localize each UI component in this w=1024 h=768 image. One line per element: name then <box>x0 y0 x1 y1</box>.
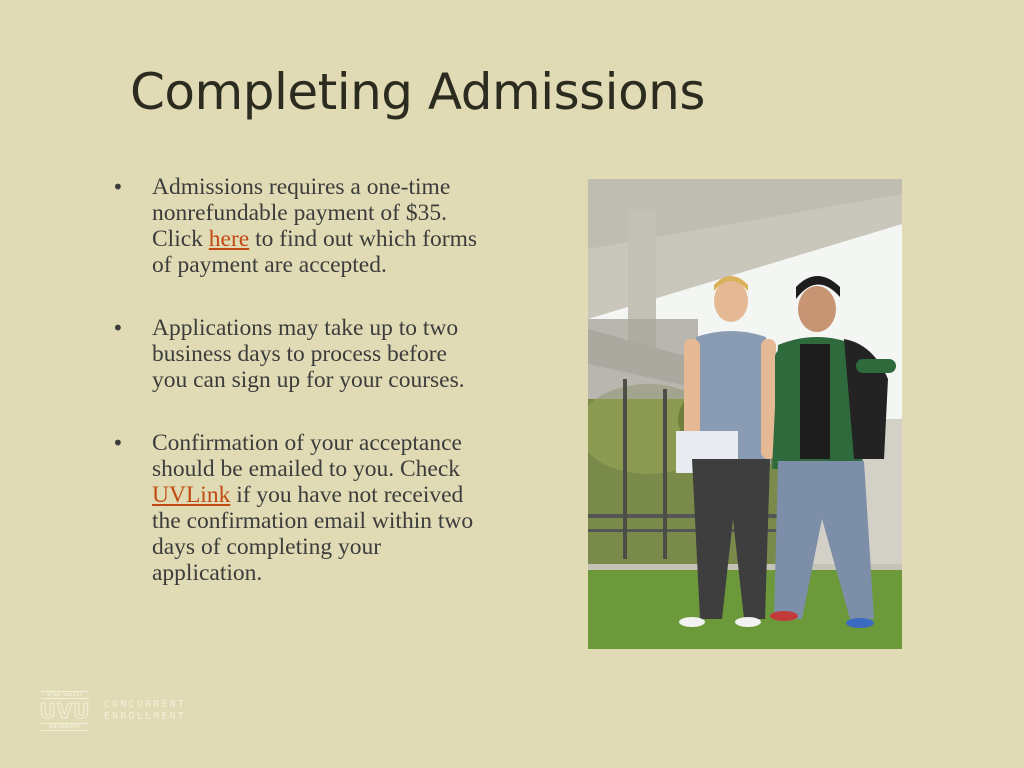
uvu-logo <box>40 688 186 734</box>
bullet-item-confirmation <box>108 430 488 586</box>
slide-title: Completing Admissions <box>130 63 705 121</box>
bullet-marker: • <box>112 175 124 199</box>
bullet-text: Admissions requires a one-time nonrefundable payment of $35. Click <box>152 174 451 252</box>
bullet-text: Confirmation of your acceptance should be emailed to you. Check <box>152 430 462 482</box>
bullet-text: if you have not received the confirmation email within two days of completing your application. <box>152 482 474 586</box>
logo-mark-top: UTAH VALLEY <box>41 691 89 699</box>
logo-wordmark <box>104 699 186 723</box>
logo-mark-bottom: UNIVERSITY <box>41 723 89 731</box>
bullet-list <box>108 174 488 623</box>
bullet-marker: • <box>112 431 124 455</box>
logo-mark-letters: UVU <box>39 699 91 723</box>
bullet-text: Applications may take up to two business days to process before you can sign up for your courses. <box>152 315 465 393</box>
students-photo <box>588 179 902 649</box>
uvu-mark <box>40 688 90 734</box>
logo-line-concurrent: CONCURRENT <box>104 699 187 710</box>
logo-line-enrollment: ENROLLMENT <box>104 711 187 722</box>
bullet-text: to find out which forms of payment are accepted. <box>152 226 478 278</box>
uvlink-link[interactable]: UVLink <box>152 482 231 508</box>
here-link[interactable]: here <box>208 226 250 252</box>
bullet-item-payment <box>108 174 488 278</box>
bullet-item-processing <box>108 315 488 393</box>
bullet-marker: • <box>112 316 124 340</box>
